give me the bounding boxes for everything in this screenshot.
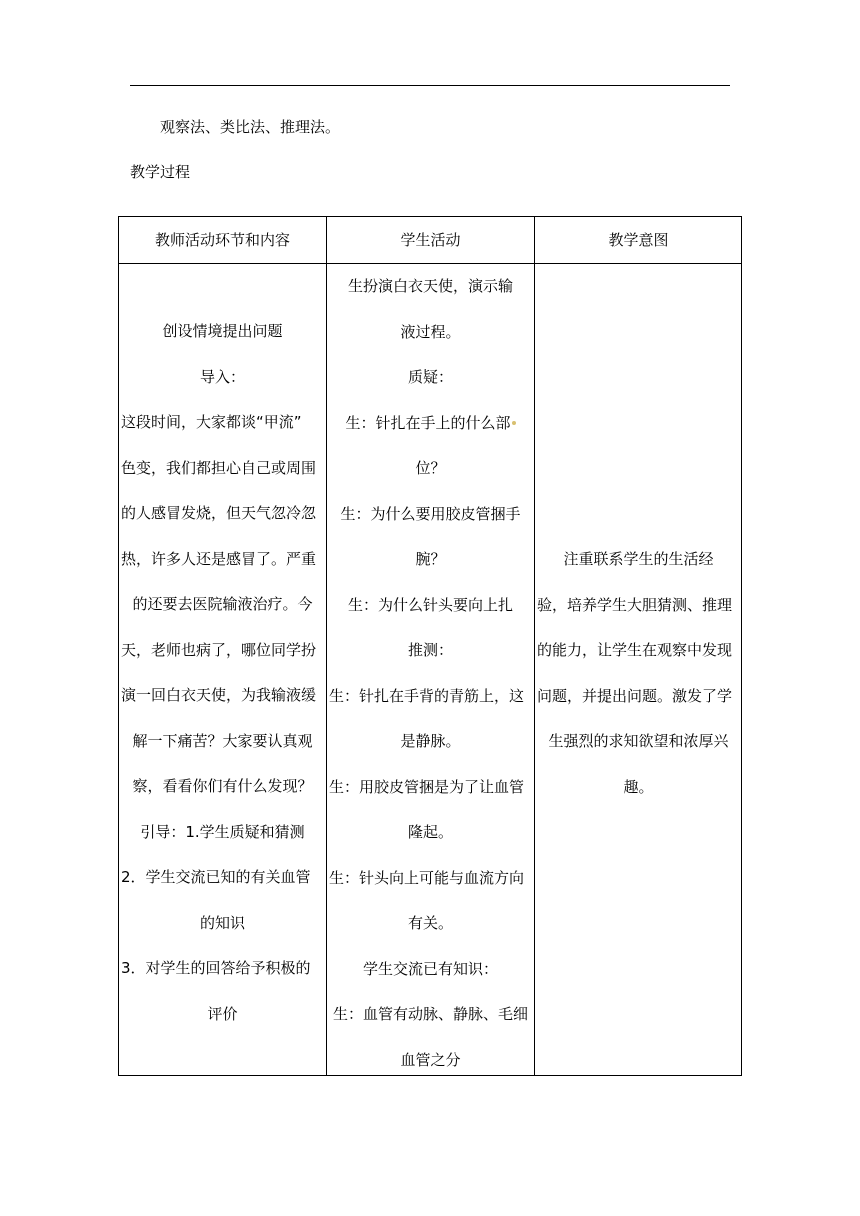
teacher-line: 天，老师也病了，哪位同学扮 [121, 640, 317, 659]
teacher-line: 察，看看你们有什么发现？ [132, 777, 313, 795]
student-line: 生：针头向上可能与血流方向 [329, 868, 525, 887]
teacher-line: 的人感冒发烧，但天气忽冷忽 [121, 504, 317, 522]
intent-line: 问题，并提出问题。激发了学 [537, 686, 733, 705]
student-line: 生：为什么针头要向上扎 [347, 595, 513, 614]
header-rule [130, 85, 730, 86]
student-line: 生：为什么要用胶皮管捆手 [340, 504, 521, 523]
teacher-line: 这段时间，大家都谈“甲流” [121, 413, 302, 431]
teacher-line: 演一回白衣天使，为我输液缓 [121, 686, 317, 704]
header-student: 学生活动 [400, 231, 461, 249]
teaching-intent-cell [537, 537, 740, 810]
teacher-line: 评价 [207, 1004, 238, 1023]
student-line: 生扮演白衣天使，演示输 [347, 277, 513, 295]
student-line [329, 401, 532, 447]
column-divider [534, 217, 535, 1075]
teacher-activity-cell [121, 309, 324, 1037]
margin-mark [512, 421, 516, 425]
intent-line: 注重联系学生的生活经 [563, 550, 714, 568]
student-line: 隆起。 [407, 823, 453, 841]
teacher-line: 解一下痛苦？大家要认真观 [132, 731, 313, 750]
teaching-process-table [118, 216, 742, 1076]
student-line: 生：用胶皮管捆是为了让血管 [329, 777, 525, 796]
section-title: 教学过程 [130, 163, 191, 181]
teacher-line: 创设情境提出问题 [162, 322, 283, 340]
student-line: 推测： [407, 641, 453, 659]
student-line: 学生交流已有知识： [362, 959, 498, 978]
student-line: 位？ [415, 459, 446, 477]
student-line: 腕？ [415, 550, 446, 568]
student-line: 生：针扎在手背的青筋上，这 [329, 686, 525, 705]
header-intent: 教学意图 [608, 231, 669, 249]
methods-line: 观察法、类比法、推理法。 [160, 118, 341, 136]
teacher-line: 的知识 [199, 913, 245, 932]
teacher-line: 引导：1.学生质疑和猜测 [140, 822, 305, 841]
teacher-line: 热，许多人还是感冒了。严重 [121, 549, 317, 568]
teacher-line: 导入： [199, 367, 245, 386]
student-line-text: 生：针扎在手上的什么部 [345, 413, 511, 432]
header-teacher: 教师活动环节和内容 [154, 231, 290, 249]
student-activity-cell [329, 264, 532, 1083]
column-divider [326, 217, 327, 1075]
teacher-line: 3．对学生的回答给予积极的 [121, 959, 311, 977]
student-line: 质疑： [407, 368, 453, 386]
intent-line: 的能力，让学生在观察中发现 [537, 641, 733, 659]
student-line: 有关。 [407, 914, 453, 932]
student-line: 是静脉。 [400, 732, 461, 750]
intent-line: 生强烈的求知欲望和浓厚兴 [548, 732, 729, 750]
student-line: 生：血管有动脉、静脉、毛细 [332, 1005, 528, 1023]
student-line: 液过程。 [400, 322, 461, 341]
teacher-line: 色变，我们都担心自己或周围 [121, 458, 317, 477]
intent-line: 趣。 [623, 777, 654, 796]
intent-line: 验，培养学生大胆猜测、推理 [537, 595, 733, 614]
teacher-line: 2．学生交流已知的有关血管 [121, 868, 311, 886]
teacher-line: 的还要去医院输液治疗。今 [132, 595, 313, 613]
student-line: 血管之分 [400, 1050, 461, 1069]
